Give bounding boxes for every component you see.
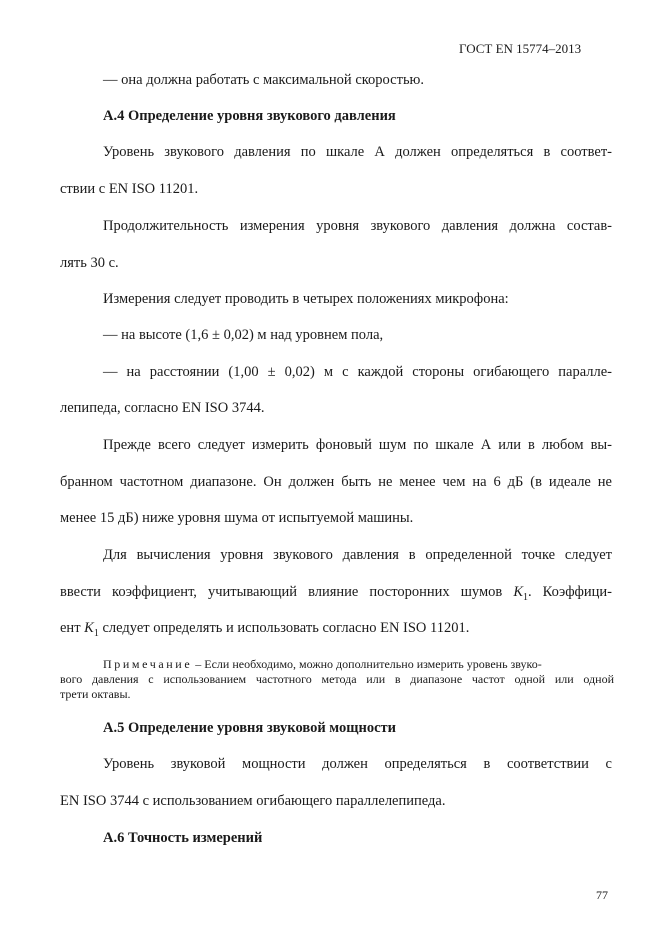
note-line: Примечание – Если необходимо, можно дополнительно измерить уровень звуко- <box>103 657 542 671</box>
section-heading-a4: А.4 Определение уровня звукового давления <box>103 108 396 124</box>
paragraph-line: EN ISO 3744 с использованием огибающего параллелепипеда. <box>60 793 446 809</box>
paragraph-line: Продолжительность измерения уровня звукового давления должна состав- <box>103 218 612 234</box>
list-item: — на расстоянии (1,00 ± 0,02) м с каждой стороны огибающего паралле- <box>103 364 612 380</box>
line-max-speed: — она должна работать с максимальной скоростью. <box>103 72 425 88</box>
paragraph-line: ент $K_1$ следует определять и использовать согласно EN ISO 11201. <box>60 620 470 639</box>
paragraph-line: Для вычисления уровня звукового давления в определенной точке следует <box>103 547 612 563</box>
paragraph-line: бранном частотном диапазоне. Он должен быть не менее чем на 6 дБ (в идеале не <box>60 474 612 490</box>
section-heading-a6: А.6 Точность измерений <box>103 830 263 846</box>
paragraph-line: менее 15 дБ) ниже уровня шума от испытуемой машины. <box>60 510 414 526</box>
section-heading-a5: А.5 Определение уровня звуковой мощности <box>103 720 397 736</box>
paragraph-line: ввести коэффициент, учитывающий влияние посторонних шумов $K_1$. Коэффици- <box>60 584 613 603</box>
k1-symbol: $K_1$ <box>513 584 528 603</box>
paragraph-line: ствии с EN ISO 11201. <box>60 181 199 197</box>
k1-symbol: $K_1$ <box>84 620 99 639</box>
page-number: 77 <box>596 888 608 902</box>
paragraph-line: лять 30 с. <box>60 255 119 271</box>
paragraph-line: лепипеда, согласно EN ISO 3744. <box>60 400 265 416</box>
standard-header: ГОСТ EN 15774–2013 <box>459 41 582 56</box>
note-line: трети октавы. <box>60 687 131 701</box>
list-item: — на высоте (1,6 ± 0,02) м над уровнем пола, <box>103 327 384 343</box>
paragraph-line: Уровень звуковой мощности должен определяться в соответствии с <box>103 756 612 772</box>
paragraph-line: Прежде всего следует измерить фоновый шум по шкале А или в любом вы- <box>103 437 612 453</box>
paragraph-line: Уровень звукового давления по шкале А должен определяться в соответ- <box>103 144 612 160</box>
note-label: Примечание <box>103 657 193 671</box>
paragraph-line: Измерения следует проводить в четырех положениях микрофона: <box>103 291 509 307</box>
note-line: вого давления с использованием частотного метода или в диапазоне частот одной или одной <box>60 672 614 686</box>
